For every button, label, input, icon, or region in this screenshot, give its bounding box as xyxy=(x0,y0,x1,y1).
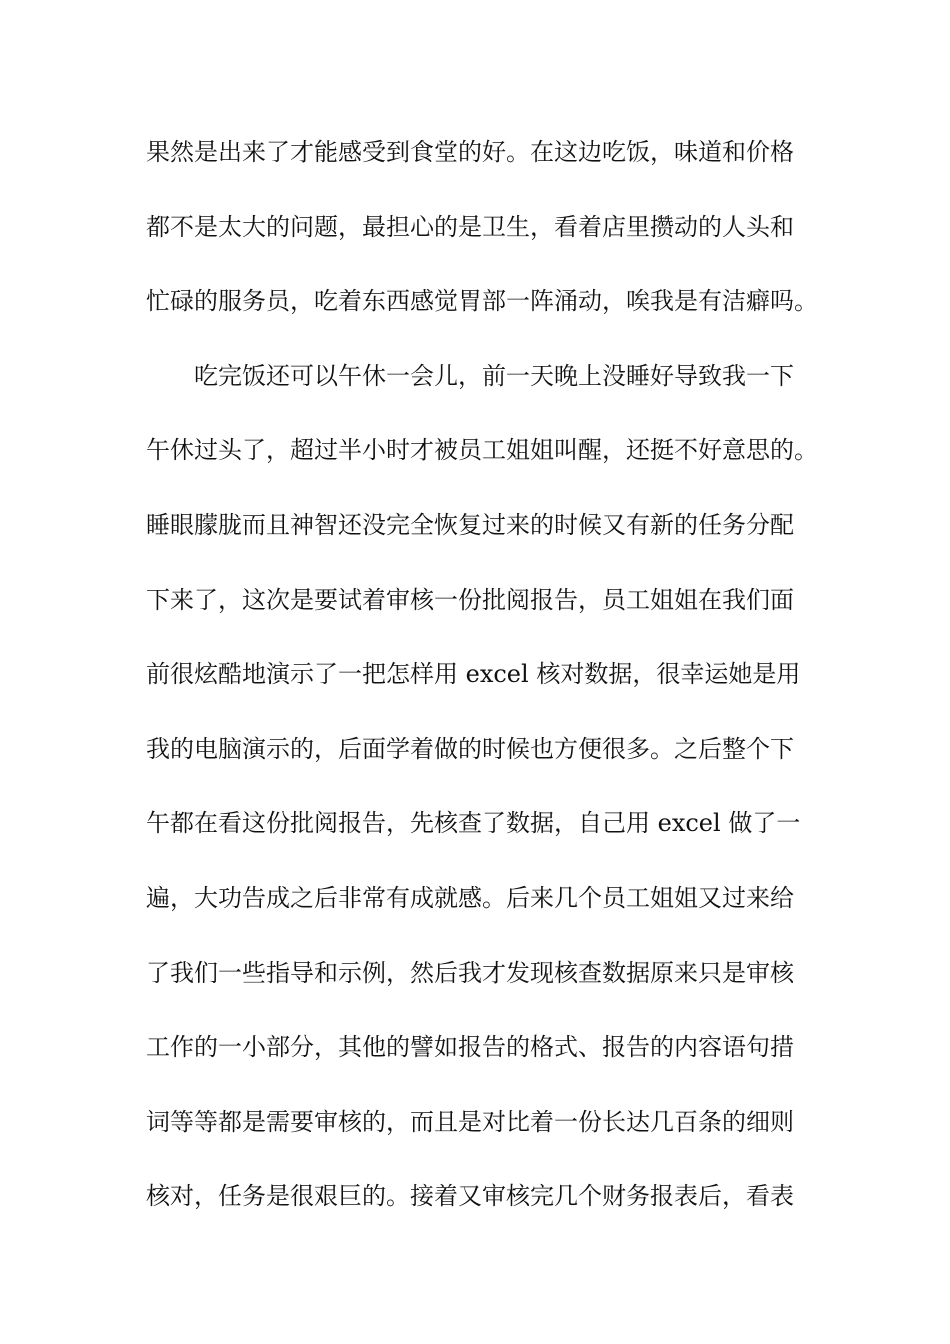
text-line: 午都在看这份批阅报告，先核查了数据，自己用 excel 做了一 xyxy=(146,809,801,838)
text-line: 都不是太大的问题，最担心的是卫生，看着店里攒动的人头和 xyxy=(146,212,794,241)
text-line: 忙碌的服务员，吃着东西感觉胃部一阵涌动，唉我是有洁癖吗。 xyxy=(146,287,818,316)
text-line: 睡眼朦胧而且神智还没完全恢复过来的时候又有新的任务分配 xyxy=(146,510,794,539)
text-line: 词等等都是需要审核的，而且是对比着一份长达几百条的细则 xyxy=(146,1107,794,1136)
text-line: 午休过头了，超过半小时才被员工姐姐叫醒，还挺不好意思的。 xyxy=(146,436,818,465)
text-line: 前很炫酷地演示了一把怎样用 excel 核对数据，很幸运她是用 xyxy=(146,660,801,689)
text-line: 了我们一些指导和示例，然后我才发现核查数据原来只是审核 xyxy=(146,958,794,987)
text-line: 果然是出来了才能感受到食堂的好。在这边吃饭，味道和价格 xyxy=(146,138,794,166)
text-line: 核对，任务是很艰巨的。接着又审核完几个财务报表后，看表 xyxy=(146,1182,794,1211)
body-text xyxy=(146,130,826,1249)
paragraph-start-line: 吃完饭还可以午休一会儿，前一天晚上没睡好导致我一下 xyxy=(194,361,794,390)
text-line: 遍，大功告成之后非常有成就感。后来几个员工姐姐又过来给 xyxy=(146,883,794,912)
text-line: 我的电脑演示的，后面学着做的时候也方便很多。之后整个下 xyxy=(146,734,794,763)
text-line: 工作的一小部分，其他的譬如报告的格式、报告的内容语句措 xyxy=(146,1033,794,1062)
text-line: 下来了，这次是要试着审核一份批阅报告，员工姐姐在我们面 xyxy=(146,585,794,614)
